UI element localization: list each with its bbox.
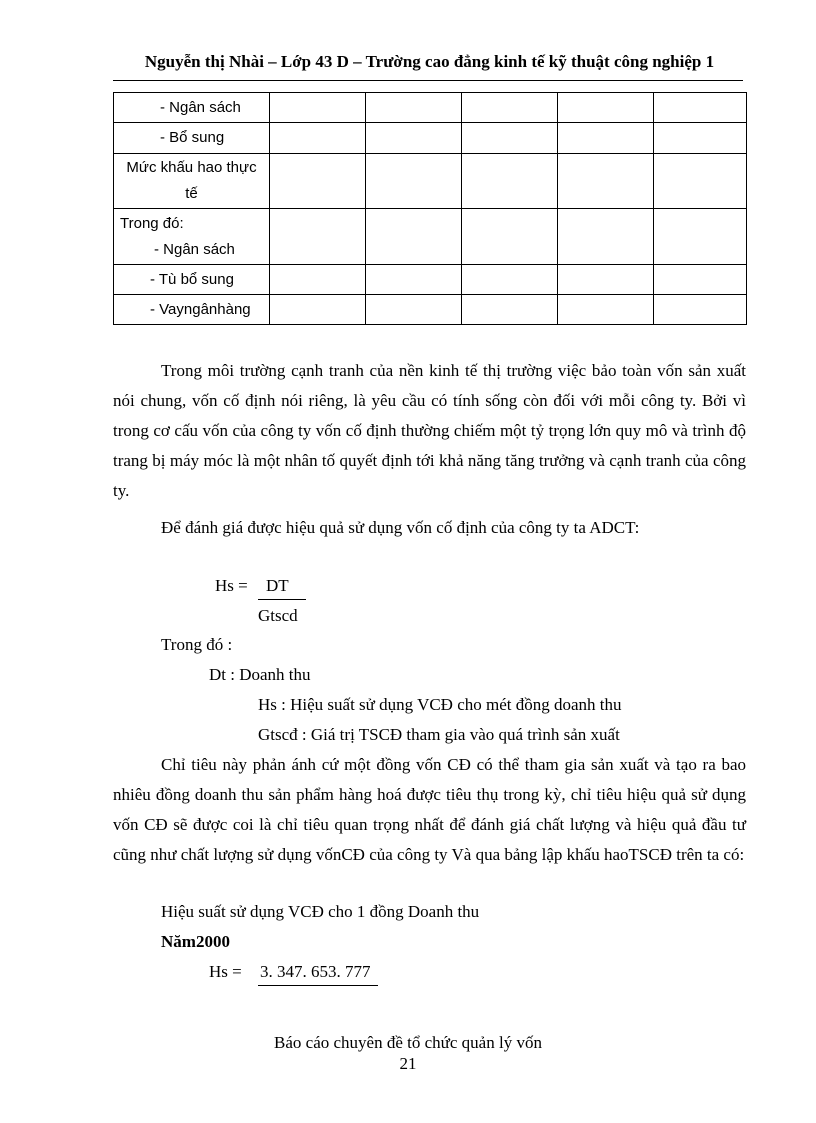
row-label: Mức khấu hao thực tế [114,154,270,209]
hs-value: 3. 347. 653. 777 [260,962,371,981]
efficiency-line: Hiệu suất sử dụng VCĐ cho 1 đồng Doanh thu [161,902,480,921]
formula-denominator: Gtscd [258,606,298,625]
definition-dt: Dt : Doanh thu [209,665,311,684]
where-label: Trong đó : [161,635,233,654]
row-label: - Ngân sách [114,93,270,123]
definition-hs: Hs : Hiệu suất sử dụng VCĐ cho mét đồng doanh thu [258,695,622,714]
intro-paragraph: Trong môi trường cạnh tranh của nền kinh tế thị trường việc bảo toàn vốn sản xuất nói chung, vốn cố định nói riêng, là yêu cầu có tính sống còn đối với mỗi công ty. Bởi vì trong cơ cấu vốn của công ty vốn cố định thường chiếm một tỷ trọng lớn quy mô và trình độ trang bị máy móc là một nhân tố quyết định tới khả năng tăng trưởng và cạnh tranh của công ty. [113,361,746,500]
table-row [114,123,747,154]
page-header: Nguyễn thị Nhài – Lớp 43 D – Trường cao đẳng kinh tế kỹ thuật công nghiệp 1 [144,52,715,71]
fraction-bar [258,599,306,600]
table-row [114,265,747,295]
row-label: Trong đó: - Ngân sách [114,209,270,265]
row-label: - Tù bổ sung [114,265,270,295]
page-number: 21 [399,1054,417,1073]
formula-lhs: Hs = [215,576,248,595]
table-row [114,93,747,123]
method-sentence: Để đánh giá được hiệu quả sử dụng vốn cố định của công ty ta ADCT: [161,518,640,537]
year-label: Năm2000 [161,932,230,951]
definition-gtscd: Gtscđ : Giá trị TSCĐ tham gia vào quá trình sản xuất [258,725,620,744]
header-rule [113,80,743,81]
depreciation-table [113,92,747,325]
row-label: - Bổ sung [114,123,270,154]
hs-lhs: Hs = [209,962,242,981]
hs-fraction-bar [258,985,378,986]
table-row [114,154,747,209]
formula-numerator: DT [266,576,289,595]
footer-report-title: Báo cáo chuyên đề tổ chức quản lý vốn [274,1033,542,1052]
table-row [114,295,747,325]
table-row [114,209,747,265]
analysis-paragraph: Chỉ tiêu này phản ánh cứ một đồng vốn CĐ có thể tham gia sản xuất và tạo ra bao nhiêu đồng doanh thu sản phẩm hàng hoá được tiêu thụ trong kỳ, chỉ tiêu hiệu quả sử dụng vốn CĐ sẽ được coi là chỉ tiêu quan trọng nhất để đánh giá chất lượng và hiệu quả đầu tư cũng như chất lượng sử dụng vốnCĐ của công ty Và qua bảng lập khấu haoTSCĐ trên ta có: [113,755,747,864]
row-label: - Vayngânhàng [114,295,270,325]
